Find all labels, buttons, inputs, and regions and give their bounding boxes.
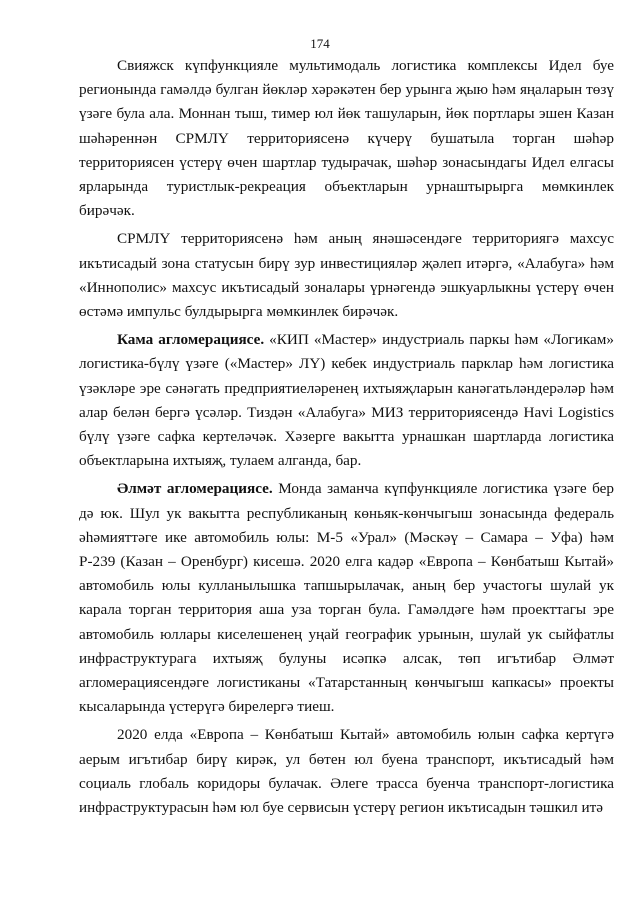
paragraph-text: «КИП «Мастер» индустриаль паркы һәм «Логикам» логистика-бүлү үзәге («Мастер» ЛҮ) кебек индустриаль парклар һәм логистика үзәкләре эре сәнәгать предприятиеләренең ихтыяҗларын канәгатьләндерәләр һәм алар белән бергә үсәләр. Тиздән «Алабуга» МИЗ территориясендә Havi Logistics бүлү үзәге сафка кертеләчәк. Хәзерге вакытта урнашкан шартларда логистика объектларына ихтыяҗ, тулаем алганда, бар. bbox=[79, 331, 614, 470]
paragraph-lead-heading: Кама агломерациясе. bbox=[117, 331, 265, 349]
paragraph-sviyazhsk-logistics bbox=[79, 54, 614, 223]
paragraph-text: 2020 елда «Европа – Көнбатыш Кытай» автомобиль юлын сафка кертүгә аерым игътибар бирү кирәк, ул бөтен юл буена транспорт, икътисадый һәм социаль глобаль коридоры булачак. Әлеге трасса буенча транспорт-логистика инфраструктурасын һәм юл буе сервисын үстерү регион икътисадын тәшкил итә bbox=[79, 726, 614, 817]
paragraph-text: Монда заманча күпфункцияле логистика үзәге бер дә юк. Шул ук вакытта республиканың көньяк-көнчыгыш зонасында федераль әһәмияттәге ике автомобиль юлы: М-5 «Урал» (Мәскәү – Самара – Уфа) һәм Р-239 (Казан – Оренбург) кисешә. 2020 елга кадәр «Европа – Көнбатыш Кытай» автомобиль юлы кулланылышка тапшырылачак, аның бер участогы шулай ук карала торган территория аша уза торган була. Гамәлдәге һәм проекттагы эре автомобиль юллары киселешенең уңай географик урынын, шулай ук сыйфатлы инфраструктурага ихтыяҗ булуны исәпкә алсак, төп игътибар Әлмәт агломерациясендәге логистиканы «Татарстанның көнчыгыш капкасы» проекты кысаларында үстерүгә бирелергә тиеш. bbox=[79, 480, 614, 716]
paragraph-almetyevsk-agglomeration bbox=[79, 477, 614, 719]
page-number: 174 bbox=[310, 36, 330, 51]
paragraph-europe-west-china-road bbox=[79, 723, 614, 820]
paragraph-text: Свияжск күпфункцияле мультимодаль логистика комплексы Идел буе регионында гамәлдә булган йөкләр хәрәкәтен бер урынга җыю һәм яңаларын төзү үзәге була ала. Моннан тыш, тимер юл йөк ташуларын, йөк портлары эшен Казан шәһәреннән СРМЛҮ территориясенә күчерү бушатыла торган шәһәр территориясен үстерү өчен шартлар тудырачак, шәһәр зонасындагы Идел елгасы ярларында туристлык-рекреация объектларын урнаштырырга мөмкинлек бирәчәк. bbox=[79, 57, 614, 220]
paragraph-text: СРМЛҮ территориясенә һәм аның янәшәсендәге территориягә махсус икътисадый зона статусын бирү зур инвестицияләр җәлеп итәргә, «Алабуга» һәм «Иннополис» махсус икътисадый зоналары үрнәгендә эшкуарлыкны үстерү өчен өстәмә импульс булдырырга мөмкинлек бирәчәк. bbox=[79, 230, 614, 321]
paragraph-lead-heading: Әлмәт агломерациясе. bbox=[117, 480, 273, 498]
paragraph-kama-agglomeration bbox=[79, 328, 614, 473]
paragraph-srmlu-special-zone bbox=[79, 227, 614, 324]
document-body bbox=[79, 54, 614, 820]
